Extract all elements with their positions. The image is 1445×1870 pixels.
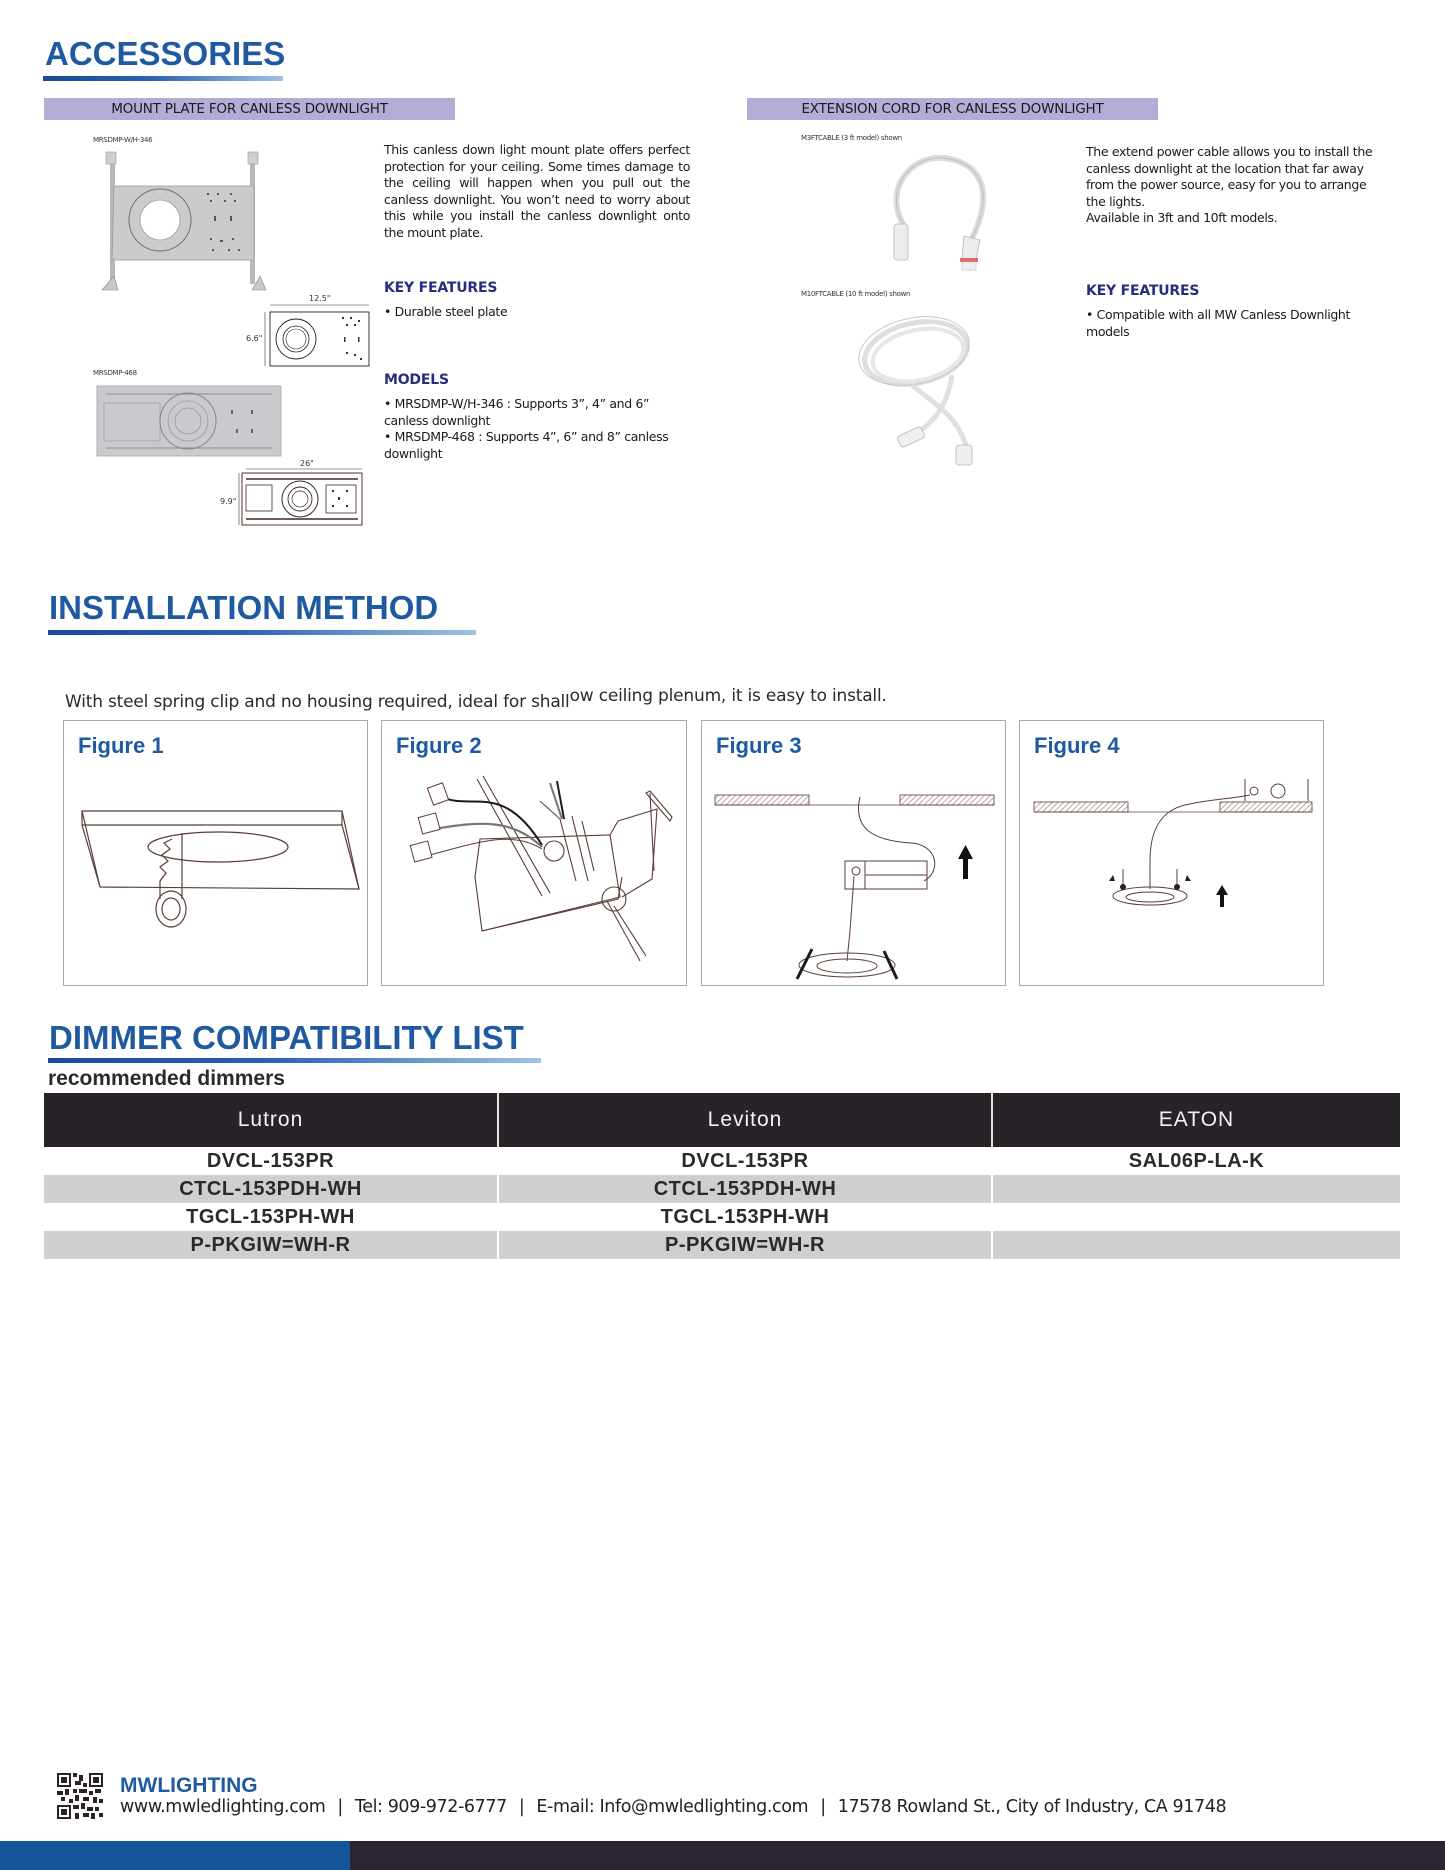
figure-2 [381,720,687,986]
footer-separator: | [337,1797,343,1817]
figure-1-label: Figure 1 [78,733,164,758]
mount-plate-468-photo [96,385,282,457]
table-cell [992,1231,1400,1259]
footer-website-link[interactable]: www.mwledlighting.com [120,1797,326,1817]
column-header-leviton: Leviton [498,1093,992,1147]
figure-3-label: Figure 3 [716,733,802,758]
extension-cord-key-features-list [1086,307,1376,340]
spring-clip-illustration [64,721,369,987]
figure-3 [701,720,1006,986]
installation-intro [65,686,887,712]
plate-346-width-label: 12.5" [309,294,331,303]
mount-plate-models-list [384,396,684,462]
figure-4 [1019,720,1324,986]
extension-cord-description-text: The extend power cable allows you to install the canless downlight at the location that far away from the power source, easy for you to arrange the lights. [1086,144,1373,209]
key-feature-item: • Compatible with all MW Canless Downlight models [1086,307,1351,339]
dimmer-underline [48,1058,541,1063]
installation-intro-part1: With steel spring clip and no housing required, ideal for shall [65,692,570,712]
table-cell: SAL06P-LA-K [992,1147,1400,1175]
dimmer-table-header [44,1093,1400,1147]
mount-plate-346-drawing [262,302,374,368]
extension-cord-header: EXTENSION CORD FOR CANLESS DOWNLIGHT [747,98,1158,120]
table-row [44,1147,1400,1175]
footer-bar-blue [0,1841,350,1870]
accessories-title: ACCESSORIES [45,35,286,72]
table-cell: CTCL-153PDH-WH [44,1175,498,1203]
mount-plate-header: MOUNT PLATE FOR CANLESS DOWNLIGHT [44,98,455,120]
installation-title: INSTALLATION METHOD [49,589,439,626]
table-cell: DVCL-153PR [498,1147,992,1175]
figure-2-label: Figure 2 [396,733,482,758]
table-cell: DVCL-153PR [206,1150,335,1172]
footer-brand: MWLIGHTING [120,1774,258,1797]
model-item: • MRSDMP-W/H-346 : Supports 3”, 4” and 6” canless downlight [384,396,650,428]
extension-cord-availability: Available in 3ft and 10ft models. [1086,210,1278,225]
mount-plate-models-heading: MODELS [384,372,449,388]
footer-email-link[interactable]: E-mail: Info@mwledlighting.com [536,1797,809,1817]
table-cell: TGCL-153PH-WH [498,1203,992,1231]
plate-346-height-label: 6.6" [246,334,263,343]
footer-address: 17578 Rowland St., City of Industry, CA 91748 [837,1797,1227,1817]
table-row [44,1175,1400,1203]
footer-tel: Tel: 909-972-6777 [354,1797,507,1817]
footer-contact [120,1797,1226,1817]
mount-plate-key-features-list [384,304,690,321]
mount-plate-caption-2: MRSDMP-468 [93,369,137,377]
dimmer-table [44,1093,1400,1259]
extension-cord-key-features-heading: KEY FEATURES [1086,283,1200,299]
footer-bar-dark [350,1841,1445,1870]
extension-cord-caption-2: M10FTCABLE (10 ft model) shown [801,290,911,298]
extension-cord-caption-1: M3FTCABLE (3 ft model) shown [801,134,902,142]
installation-underline [48,630,476,635]
mount-plate-description: This canless down light mount plate offers perfect protection for your ceiling. Some times damage to the ceiling will happen when you pull out the canless downlight. You won’t need to worry about this while you install the canless downlight onto the mount plate. [384,142,690,240]
table-cell: TGCL-153PH-WH [186,1206,355,1228]
cable-10ft-photo [856,305,1006,485]
connect-driver-illustration [702,721,1007,987]
plate-468-height-label: 9.9" [220,497,237,506]
extension-cord-description [1086,144,1386,227]
plate-468-width-label: 26" [300,459,314,468]
table-cell [992,1203,1400,1231]
figure-1 [63,720,368,986]
install-downlight-illustration [1020,721,1325,987]
mount-plate-key-features-heading: KEY FEATURES [384,280,498,296]
figure-4-label: Figure 4 [1034,733,1120,758]
table-row [44,1231,1400,1259]
mount-plate-caption-1: MRSDMP-W/H-346 [93,136,153,144]
table-row [44,1203,1400,1231]
mount-plate-468-drawing [234,467,366,527]
table-cell [992,1175,1400,1203]
up-arrow-icon [958,845,973,879]
table-cell: CTCL-153PDH-WH [498,1175,992,1203]
installation-intro-part2: ow ceiling plenum, it is easy to install. [569,686,887,706]
qr-code-icon [57,1773,103,1819]
mount-plate-346-photo [92,148,292,298]
dimmer-subtitle: recommended dimmers [48,1067,285,1090]
cable-3ft-photo [872,148,1002,278]
table-cell: P-PKGIW=WH-R [44,1231,498,1259]
key-feature-item: • Durable steel plate [384,304,508,319]
dimmer-title: DIMMER COMPATIBILITY LIST [49,1019,524,1056]
model-item: • MRSDMP-468 : Supports 4”, 6” and 8” canless downlight [384,429,669,461]
column-header-eaton: EATON [992,1093,1400,1147]
footer-separator: | [820,1797,826,1817]
table-cell: P-PKGIW=WH-R [498,1231,992,1259]
column-header-lutron: Lutron [44,1093,498,1147]
junction-box-illustration [382,721,688,987]
accessories-underline [43,76,283,81]
footer-separator: | [518,1797,525,1817]
up-arrow-icon [1216,885,1228,907]
